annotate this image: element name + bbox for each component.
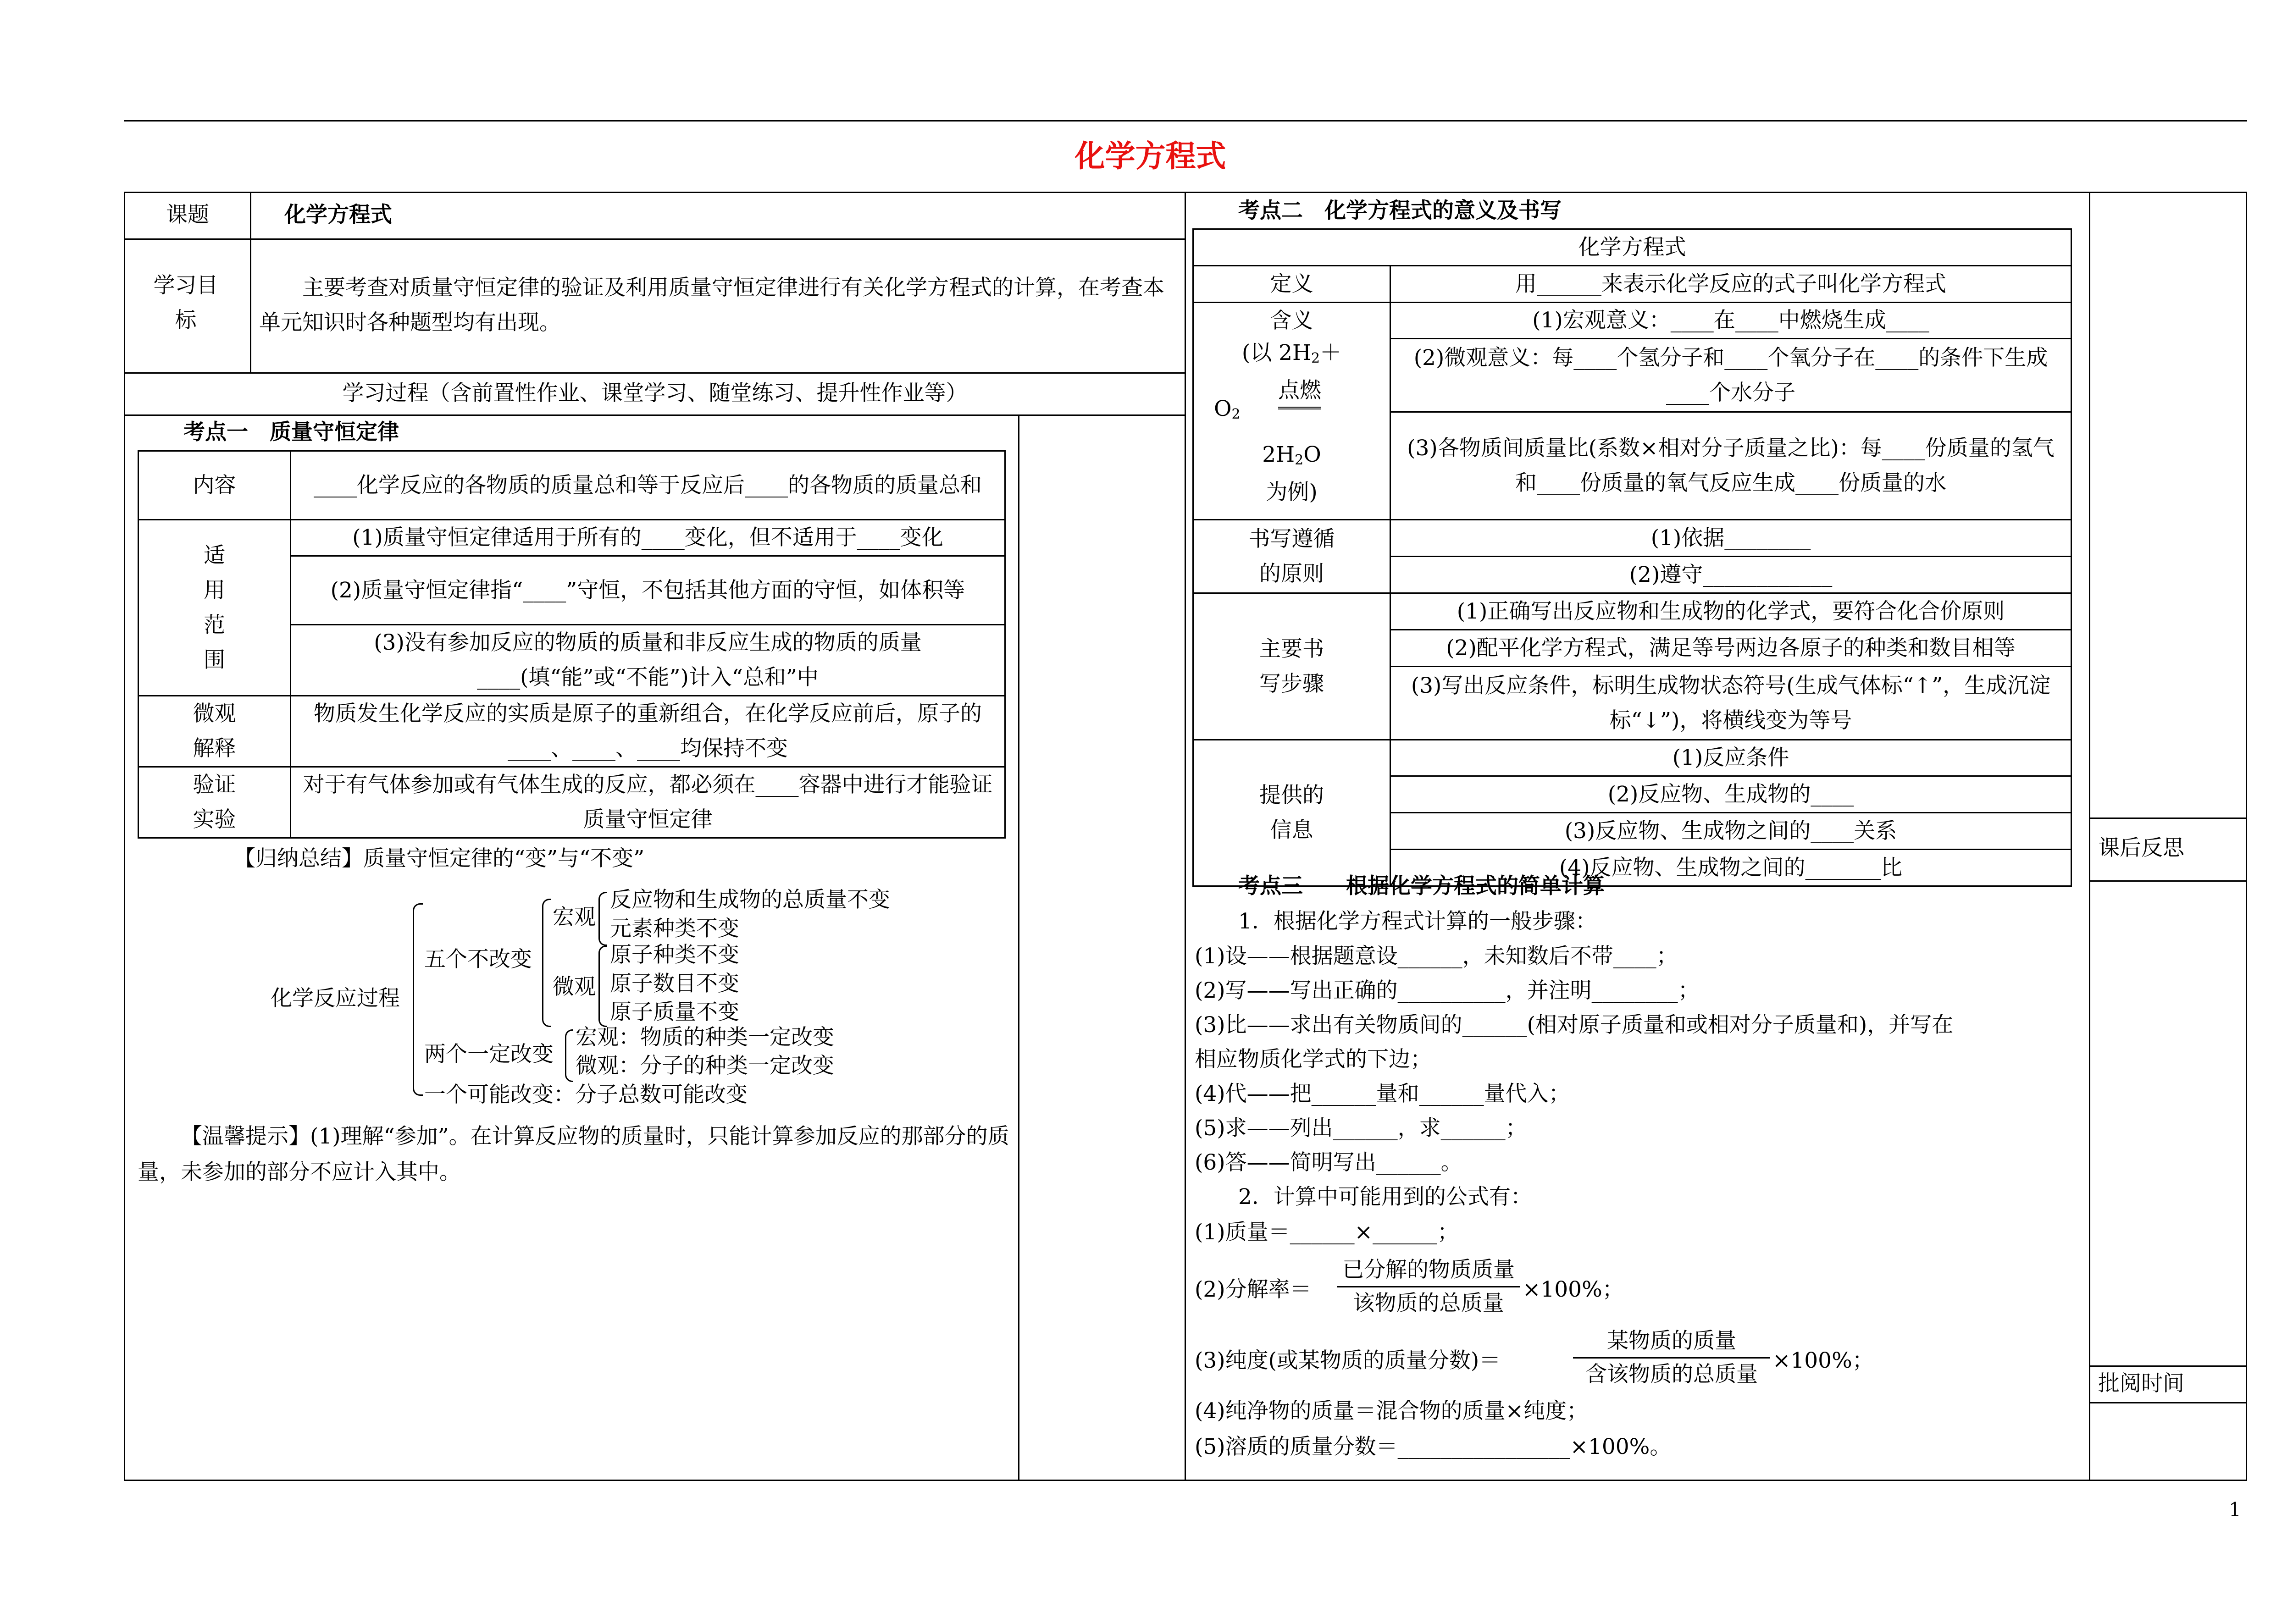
calc-step-5: (5)求——列出______，求______； xyxy=(1195,1116,1527,1141)
p2-label-definition: 定义 xyxy=(1193,266,1390,303)
tree-two: 两个一定改变 xyxy=(424,1042,554,1067)
brace-five xyxy=(542,899,551,1027)
formula-2-suffix: ×100%； xyxy=(1523,1277,1624,1302)
p2-label-meaning xyxy=(1193,303,1390,520)
formula-3-denominator: 含该物质的总质量 xyxy=(1573,1357,1770,1391)
p2-info-2: (2)反应物、生成物的____ xyxy=(1390,776,2071,813)
reflection-label: 课后反思 xyxy=(2098,835,2184,861)
p1-scope-1: (1)质量守恒定律适用于所有的____变化，但不适用于____变化 xyxy=(291,520,1005,556)
formula-3-fraction xyxy=(1573,1325,1770,1391)
p2-principle-2: (2)遵守____________ xyxy=(1390,557,2071,593)
formula-1: (1)质量＝______×______； xyxy=(1195,1220,1459,1245)
divider-right xyxy=(2089,192,2090,1481)
formula-3-prefix: (3)纯度(或某物质的质量分数)＝ xyxy=(1195,1348,1501,1373)
calc-step-2: (2)写——写出正确的__________，并注明________； xyxy=(1195,978,1700,1003)
p2-step-3: (3)写出反应条件，标明生成物状态符号(生成气体标“↑”，生成沉淀标“↓”)，将横线变为等号 xyxy=(1390,667,2071,740)
calc-step-4: (4)代——把______量和______量代入； xyxy=(1195,1081,1570,1106)
two-item-2: 微观：分子的种类一定改变 xyxy=(576,1053,834,1078)
brace-two xyxy=(565,1029,573,1082)
meaning-label-2: (以 $2H_2+$ xyxy=(1241,340,1342,366)
formula-2-prefix: (2)分解率＝ xyxy=(1195,1277,1312,1302)
two-item-1: 宏观：物质的种类一定改变 xyxy=(576,1025,834,1050)
p2-label-info: 提供的信息 xyxy=(1193,740,1390,886)
header-line-1 xyxy=(124,238,1186,240)
macro-item-2: 元素种类不变 xyxy=(610,916,739,941)
formula-5: (5)溶质的质量分数＝________________×100%。 xyxy=(1195,1434,1672,1459)
page-number: 1 xyxy=(2229,1498,2241,1521)
formula-3-suffix: ×100%； xyxy=(1772,1348,1874,1373)
calc-steps-title: 1．根据化学方程式计算的一般步骤： xyxy=(1238,909,1597,934)
micro-item-1: 原子种类不变 xyxy=(610,942,739,967)
calc-step-3b: 相应物质化学式的下边； xyxy=(1195,1047,1432,1072)
review-time-label: 批阅时间 xyxy=(2098,1371,2184,1396)
tree-five: 五个不改变 xyxy=(424,947,532,972)
p1-label-scope: 适用范围 xyxy=(138,520,291,696)
meaning-label-3: $O_2$ 点燃 xyxy=(1200,375,1383,439)
p1-label-content: 内容 xyxy=(138,451,291,520)
summary-title: 【归纳总结】质量守恒定律的“变”与“不变” xyxy=(234,846,645,871)
p1-micro-text: 物质发生化学反应的实质是原子的重新组合，在化学反应前后，原子的____、____、____均保持不变 xyxy=(291,696,1005,767)
top-rule xyxy=(124,120,2247,122)
p2-step-2: (2)配平化学方程式，满足等号两边各原子的种类和数目相等 xyxy=(1390,630,2071,667)
header-line-2 xyxy=(124,372,1186,374)
page-title: 化学方程式 xyxy=(1074,138,1226,174)
meaning-label-5: 为例) xyxy=(1266,480,1318,505)
formula-4: (4)纯净物的质量＝混合物的质量×纯度； xyxy=(1195,1398,1588,1424)
p1-label-verify: 验证实验 xyxy=(138,767,291,838)
formula-3-numerator: 某物质的质量 xyxy=(1607,1328,1736,1353)
calc-step-1: (1)设——根据题意设______，未知数后不带____； xyxy=(1195,944,1678,969)
topic-value: 化学方程式 xyxy=(284,202,392,227)
goal-label: 学习目标 xyxy=(153,273,218,333)
p2-info-3: (3)反应物、生成物之间的____关系 xyxy=(1390,813,2071,850)
goal-text: 主要考查对质量守恒定律的验证及利用质量守恒定律进行有关化学方程式的计算，在考查本单元知识时各种题型均有出现。 xyxy=(259,275,1164,335)
divider-middle xyxy=(1185,192,1186,1481)
p1-verify-text: 对于有气体参加或有气体生成的反应，都必须在____容器中进行才能验证质量守恒定律 xyxy=(291,767,1005,838)
left-inner-divider xyxy=(1018,414,1019,1481)
calc-step-3: (3)比——求出有关物质间的______(相对原子质量和或相对分子质量和)，并写在 xyxy=(1195,1012,1954,1038)
p2-meaning-2: (2)微观意义：每____个氢分子和____个氧分子在____的条件下生成____个水分子 xyxy=(1390,339,2071,412)
brace-root xyxy=(413,903,423,1096)
tree-micro: 微观 xyxy=(553,974,596,1000)
formula-title: 2．计算中可能用到的公式有： xyxy=(1238,1184,1532,1210)
point2-table xyxy=(1192,228,2072,887)
macro-item-1: 反应物和生成物的总质量不变 xyxy=(610,887,890,912)
point1-table xyxy=(138,450,1006,839)
point3-heading: 考点三 根据化学方程式的简单计算 xyxy=(1238,873,1605,899)
p2-meaning-1: (1)宏观意义：____在____中燃烧生成____ xyxy=(1390,303,2071,339)
p1-label-micro: 微观解释 xyxy=(138,696,291,767)
meaning-label-1: 含义 xyxy=(1270,308,1313,333)
sidebar-line-1 xyxy=(2089,818,2247,819)
formula-2-denominator: 该物质的总质量 xyxy=(1337,1286,1520,1320)
tree-macro: 宏观 xyxy=(553,905,596,930)
sidebar-line-2 xyxy=(2089,880,2247,882)
p2-definition: 用______来表示化学反应的式子叫化学方程式 xyxy=(1390,266,2071,303)
sidebar-line-4 xyxy=(2089,1402,2247,1403)
p2-principle-1: (1)依据________ xyxy=(1390,520,2071,557)
tree-root: 化学反应过程 xyxy=(271,986,400,1011)
topic-label: 课题 xyxy=(166,202,209,227)
p1-scope-2: (2)质量守恒定律指“____”守恒，不包括其他方面的守恒，如体积等 xyxy=(291,556,1005,625)
p2-step-1: (1)正确写出反应物和生成物的化学式，要符合化合价原则 xyxy=(1390,593,2071,630)
p2-info-4: (4)反应物、生成物之间的_______比 xyxy=(1390,850,2071,886)
micro-item-2: 原子数目不变 xyxy=(610,971,739,996)
header-col-line xyxy=(250,192,251,372)
brace-macro xyxy=(598,892,607,946)
p2-info-1: (1)反应条件 xyxy=(1390,740,2071,776)
p1-content-text: ____化学反应的各物质的质量总和等于反应后____的各物质的质量总和 xyxy=(291,451,1005,520)
meaning-label-4: $2H_2O$ xyxy=(1262,442,1321,468)
p1-scope-3: (3)没有参加反应的物质的质量和非反应生成的物质的质量____(填“能”或“不能”)计入“总和”中 xyxy=(291,625,1005,696)
point2-heading: 考点二 化学方程式的意义及书写 xyxy=(1238,198,1562,223)
calc-step-6: (6)答——简明写出______。 xyxy=(1195,1150,1462,1175)
tree-one: 一个可能改变：分子总数可能改变 xyxy=(424,1082,748,1107)
formula-2-fraction xyxy=(1337,1254,1520,1320)
tip-text: 【温馨提示】(1)理解“参加”。在计算反应物的质量时，只能计算参加反应的那部分的质量，未参加的部分不应计入其中。 xyxy=(138,1124,1009,1185)
brace-micro xyxy=(598,945,607,1027)
process-label: 学习过程（含前置性作业、课堂学习、随堂练习、提升性作业等） xyxy=(342,381,968,406)
p2-table-title: 化学方程式 xyxy=(1193,229,2071,266)
formula-2-numerator: 已分解的物质质量 xyxy=(1342,1257,1515,1282)
point1-heading: 考点一 质量守恒定律 xyxy=(183,420,399,445)
micro-item-3: 原子质量不变 xyxy=(610,1000,739,1025)
p2-label-principle: 书写遵循的原则 xyxy=(1193,520,1390,593)
p2-label-steps: 主要书写步骤 xyxy=(1193,593,1390,740)
p2-meaning-3: (3)各物质间质量比(系数×相对分子质量之比)：每____份质量的氢气和____份质量的氧气反应生成____份质量的水 xyxy=(1390,412,2071,520)
